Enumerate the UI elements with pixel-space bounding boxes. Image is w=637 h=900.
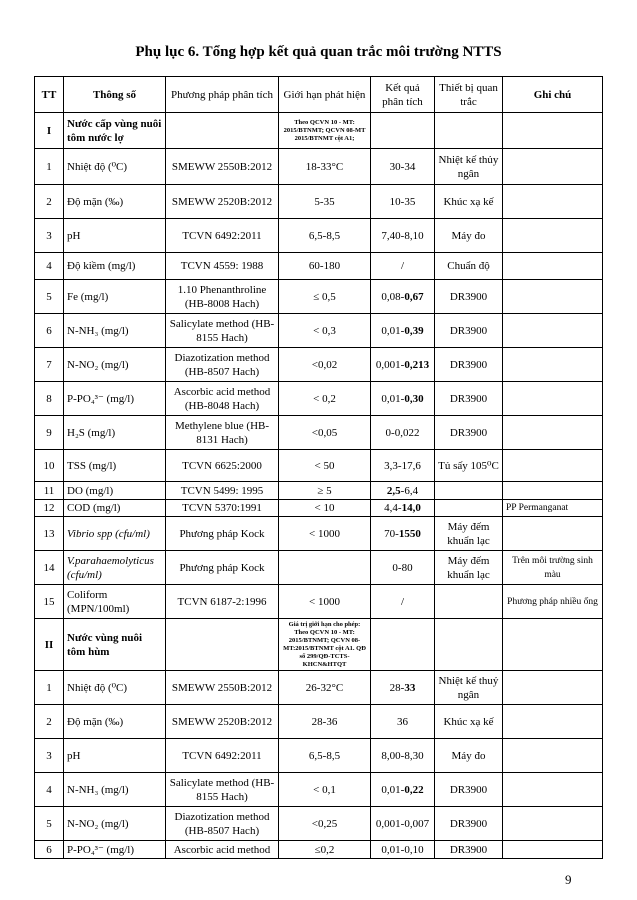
row-device: Chuẩn độ — [435, 253, 503, 280]
row-device: Máy đo — [435, 219, 503, 253]
row-limit: 28-36 — [279, 705, 371, 739]
result-value: 0,08- — [381, 290, 405, 303]
row-device: Nhiệt kế thuỷ ngân — [435, 671, 503, 705]
row-result — [371, 314, 435, 348]
section-limit-note: Theo QCVN 10 - MT: 2015/BTNMT; QCVN 08-MT 2015/BTNMT cột A1; — [279, 113, 371, 149]
row-device: Máy đếm khuẩn lạc — [435, 517, 503, 551]
result-exceed-value: 33 — [404, 681, 416, 694]
result-value: 36 — [397, 715, 408, 728]
row-tt: 2 — [35, 705, 64, 739]
row-param: N-NH₃ (mg/l) — [64, 314, 166, 348]
row-limit: <0,02 — [279, 348, 371, 382]
row-device: DR3900 — [435, 773, 503, 807]
row-method: TCVN 5370:1991 — [166, 500, 279, 517]
section-note — [503, 113, 603, 149]
row-note — [503, 807, 603, 841]
row-note — [503, 348, 603, 382]
table-row — [35, 482, 603, 500]
row-device: Tủ sấy 105⁰C — [435, 450, 503, 482]
row-result — [371, 585, 435, 619]
row-device: Máy đo — [435, 739, 503, 773]
header-device: Thiết bị quan trắc — [435, 77, 503, 113]
row-result — [371, 185, 435, 219]
row-method: SMEWW 2520B:2012 — [166, 185, 279, 219]
row-param: Nhiệt độ (⁰C) — [64, 671, 166, 705]
result-value: 0,001- — [375, 358, 405, 371]
row-param: V.parahaemolyticus (cfu/ml) — [64, 551, 166, 585]
row-device: Khúc xạ kế — [435, 705, 503, 739]
row-note — [503, 450, 603, 482]
header-result: Kết quả phân tích — [371, 77, 435, 113]
row-tt: 4 — [35, 773, 64, 807]
row-note — [503, 517, 603, 551]
row-limit: <0,05 — [279, 416, 371, 450]
row-device: DR3900 — [435, 314, 503, 348]
row-tt: 11 — [35, 482, 64, 500]
table-row — [35, 551, 603, 585]
row-result — [371, 705, 435, 739]
row-note — [503, 416, 603, 450]
result-value: 10-35 — [389, 195, 416, 208]
table-row — [35, 416, 603, 450]
row-device: Khúc xạ kế — [435, 185, 503, 219]
row-result — [371, 149, 435, 185]
row-param: Độ mặn (‰) — [64, 185, 166, 219]
row-param: H₂S (mg/l) — [64, 416, 166, 450]
row-result — [371, 773, 435, 807]
result-value: 0,01- — [381, 783, 405, 796]
section-row — [35, 619, 603, 671]
result-value-tail: -6,4 — [400, 484, 419, 497]
row-param: pH — [64, 219, 166, 253]
row-limit: 6,5-8,5 — [279, 739, 371, 773]
row-method: TCVN 6625:2000 — [166, 450, 279, 482]
section-device — [435, 619, 503, 671]
row-device — [435, 585, 503, 619]
row-device: Nhiệt kế thủy ngân — [435, 149, 503, 185]
row-param: Coliform (MPN/100ml) — [64, 585, 166, 619]
page-number: 9 — [565, 872, 572, 887]
row-note — [503, 185, 603, 219]
row-tt: 15 — [35, 585, 64, 619]
row-result — [371, 280, 435, 314]
table-row — [35, 280, 603, 314]
result-value: 30-34 — [389, 160, 416, 173]
section-tt: II — [35, 619, 64, 671]
row-method: TCVN 6492:2011 — [166, 739, 279, 773]
row-device: DR3900 — [435, 348, 503, 382]
header-param: Thông số — [64, 77, 166, 113]
row-tt: 10 — [35, 450, 64, 482]
row-method: Diazotization method (HB-8507 Hach) — [166, 348, 279, 382]
row-param: COD (mg/l) — [64, 500, 166, 517]
row-note — [503, 314, 603, 348]
row-tt: 1 — [35, 149, 64, 185]
section-result — [371, 113, 435, 149]
table-header-row — [35, 77, 603, 113]
row-limit: < 1000 — [279, 585, 371, 619]
row-limit: 60-180 — [279, 253, 371, 280]
header-method: Phương pháp phân tích — [166, 77, 279, 113]
section-result — [371, 619, 435, 671]
row-tt: 3 — [35, 739, 64, 773]
result-value: 0,01- — [381, 324, 405, 337]
row-method: 1.10 Phenanthroline (HB-8008 Hach) — [166, 280, 279, 314]
row-result — [371, 517, 435, 551]
row-param: Độ kiềm (mg/l) — [64, 253, 166, 280]
page-title: Phụ lục 6. Tổng hợp kết quả quan trắc môi trường NTTS — [135, 44, 502, 60]
row-limit: 5-35 — [279, 185, 371, 219]
section-method — [166, 113, 279, 149]
result-value: 0,01- — [381, 392, 405, 405]
result-value: 0,001-0,007 — [375, 817, 430, 830]
row-method: Salicylate method (HB-8155 Hach) — [166, 314, 279, 348]
table-row — [35, 185, 603, 219]
table-row — [35, 382, 603, 416]
row-limit: < 0,2 — [279, 382, 371, 416]
row-note: Trên môi trường sinh màu — [503, 551, 603, 585]
row-param: Vibrio spp (cfu/ml) — [64, 517, 166, 551]
row-device: Máy đếm khuẩn lạc — [435, 551, 503, 585]
section-limit-note: Giá trị giới hạn cho phép: Theo QCVN 10 - MT: 2015/BTNMT; QCVN 08-MT:2015/BTNMT cột A1. QĐ số 299/QĐ-TCTS-KHCN&HTQT — [279, 619, 371, 671]
result-value: / — [400, 595, 405, 608]
result-exceed-value: 1550 — [398, 527, 421, 540]
row-result — [371, 551, 435, 585]
row-note — [503, 671, 603, 705]
result-exceed-value: 0,39 — [404, 324, 424, 337]
section-name: Nước vùng nuôi tôm hùm — [64, 619, 166, 671]
row-limit: < 10 — [279, 500, 371, 517]
header-limit: Giới hạn phát hiện — [279, 77, 371, 113]
row-method: Phương pháp Kock — [166, 551, 279, 585]
row-param: N-NO₂ (mg/l) — [64, 348, 166, 382]
row-result — [371, 450, 435, 482]
row-limit — [279, 551, 371, 585]
row-param: P-PO₄³⁻ (mg/l) — [64, 841, 166, 859]
section-device — [435, 113, 503, 149]
table-row — [35, 517, 603, 551]
result-exceed-value: 0,30 — [404, 392, 424, 405]
row-result — [371, 671, 435, 705]
row-result — [371, 841, 435, 859]
table-row — [35, 348, 603, 382]
result-value: 8,00-8,30 — [381, 749, 424, 762]
table-row — [35, 585, 603, 619]
row-tt: 2 — [35, 185, 64, 219]
result-value: 28- — [389, 681, 405, 694]
row-note: Phương pháp nhiều ống — [503, 585, 603, 619]
table-row — [35, 807, 603, 841]
row-limit: ≤0,2 — [279, 841, 371, 859]
row-note: PP Permanganat — [503, 500, 603, 517]
table-row — [35, 450, 603, 482]
result-value: 7,40-8,10 — [381, 229, 424, 242]
row-param: Nhiệt độ (⁰C) — [64, 149, 166, 185]
row-method: Ascorbic acid method (HB-8048 Hach) — [166, 382, 279, 416]
row-method: TCVN 5499: 1995 — [166, 482, 279, 500]
row-note — [503, 280, 603, 314]
table-row — [35, 314, 603, 348]
row-limit: < 0,1 — [279, 773, 371, 807]
row-note — [503, 482, 603, 500]
table-row — [35, 841, 603, 859]
row-device: DR3900 — [435, 280, 503, 314]
result-exceed-value: 14,0 — [401, 502, 421, 514]
row-limit: < 50 — [279, 450, 371, 482]
row-tt: 9 — [35, 416, 64, 450]
row-limit: 6,5-8,5 — [279, 219, 371, 253]
row-param: P-PO₄³⁻ (mg/l) — [64, 382, 166, 416]
row-tt: 1 — [35, 671, 64, 705]
result-exceed-value: 0,22 — [404, 783, 424, 796]
row-result — [371, 807, 435, 841]
table-row — [35, 773, 603, 807]
row-param: pH — [64, 739, 166, 773]
row-param: N-NH₃ (mg/l) — [64, 773, 166, 807]
row-note — [503, 841, 603, 859]
table-row — [35, 253, 603, 280]
row-device — [435, 482, 503, 500]
row-method: TCVN 6187-2:1996 — [166, 585, 279, 619]
row-result — [371, 253, 435, 280]
row-note — [503, 219, 603, 253]
section-row — [35, 113, 603, 149]
row-device: DR3900 — [435, 382, 503, 416]
row-device: DR3900 — [435, 841, 503, 859]
row-method: Phương pháp Kock — [166, 517, 279, 551]
row-note — [503, 149, 603, 185]
row-tt: 6 — [35, 841, 64, 859]
row-device: DR3900 — [435, 416, 503, 450]
row-tt: 7 — [35, 348, 64, 382]
row-result — [371, 348, 435, 382]
row-tt: 5 — [35, 807, 64, 841]
row-device — [435, 500, 503, 517]
result-value: 0,01-0,10 — [381, 843, 424, 856]
row-method: Salicylate method (HB-8155 Hach) — [166, 773, 279, 807]
table-row — [35, 671, 603, 705]
row-note — [503, 705, 603, 739]
row-tt: 14 — [35, 551, 64, 585]
row-result — [371, 482, 435, 500]
row-limit: ≥ 5 — [279, 482, 371, 500]
section-method — [166, 619, 279, 671]
row-param: Fe (mg/l) — [64, 280, 166, 314]
row-method: SMEWW 2520B:2012 — [166, 705, 279, 739]
row-method: TCVN 6492:2011 — [166, 219, 279, 253]
section-name: Nước cấp vùng nuôi tôm nước lợ — [64, 113, 166, 149]
row-tt: 8 — [35, 382, 64, 416]
table-row — [35, 705, 603, 739]
section-note — [503, 619, 603, 671]
result-exceed-value: 0,67 — [404, 290, 424, 303]
header-tt: TT — [35, 77, 64, 113]
row-result — [371, 382, 435, 416]
row-tt: 12 — [35, 500, 64, 517]
row-limit: < 1000 — [279, 517, 371, 551]
row-limit: <0,25 — [279, 807, 371, 841]
row-param: TSS (mg/l) — [64, 450, 166, 482]
table-row — [35, 739, 603, 773]
row-tt: 6 — [35, 314, 64, 348]
row-limit: 26-32°C — [279, 671, 371, 705]
header-note: Ghi chú — [503, 77, 603, 113]
table-row — [35, 219, 603, 253]
row-tt: 4 — [35, 253, 64, 280]
result-value: 70- — [384, 527, 399, 540]
row-method: Methylene blue (HB-8131 Hach) — [166, 416, 279, 450]
row-method: Diazotization method (HB-8507 Hach) — [166, 807, 279, 841]
row-method: Ascorbic acid method — [166, 841, 279, 859]
row-limit: < 0,3 — [279, 314, 371, 348]
row-result — [371, 500, 435, 517]
monitoring-results-table — [34, 76, 603, 859]
result-value: 0-0,022 — [385, 426, 420, 439]
row-method: TCVN 4559: 1988 — [166, 253, 279, 280]
result-value: 3,3-17,6 — [384, 459, 421, 472]
row-tt: 5 — [35, 280, 64, 314]
row-method: SMEWW 2550B:2012 — [166, 149, 279, 185]
row-note — [503, 739, 603, 773]
row-tt: 3 — [35, 219, 64, 253]
result-exceed-value: 0,213 — [404, 358, 430, 371]
row-tt: 13 — [35, 517, 64, 551]
row-param: DO (mg/l) — [64, 482, 166, 500]
row-result — [371, 739, 435, 773]
row-limit: 18-33°C — [279, 149, 371, 185]
row-param: Độ mặn (‰) — [64, 705, 166, 739]
result-value: 4,4- — [384, 502, 402, 514]
row-device: DR3900 — [435, 807, 503, 841]
result-exceed-value: 2,5 — [386, 484, 401, 497]
row-note — [503, 253, 603, 280]
row-result — [371, 219, 435, 253]
row-limit: ≤ 0,5 — [279, 280, 371, 314]
row-result — [371, 416, 435, 450]
table-row — [35, 500, 603, 517]
row-note — [503, 382, 603, 416]
table-row — [35, 149, 603, 185]
result-value: 0-80 — [392, 561, 413, 574]
row-note — [503, 773, 603, 807]
row-param: N-NO₂ (mg/l) — [64, 807, 166, 841]
row-method: SMEWW 2550B:2012 — [166, 671, 279, 705]
result-value: / — [400, 260, 405, 272]
section-tt: I — [35, 113, 64, 149]
